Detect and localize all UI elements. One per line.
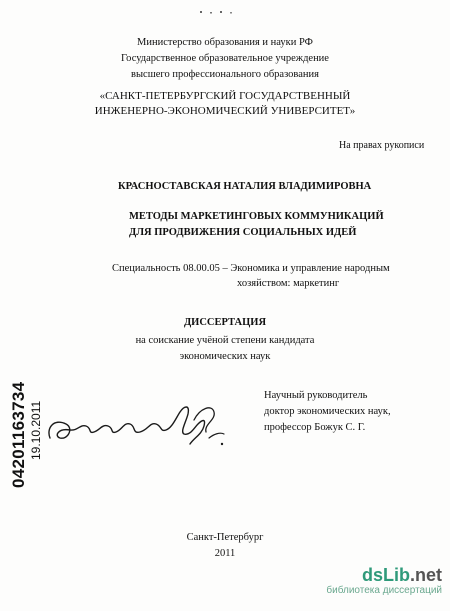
scan-dots bbox=[198, 8, 238, 18]
specialty-line-1: Специальность 08.00.05 – Экономика и управление народным bbox=[112, 263, 390, 274]
work-type-line-2: экономических наук bbox=[179, 351, 271, 362]
title-line-2: ДЛЯ ПРОДВИЖЕНИЯ СОЦИАЛЬНЫХ ИДЕЙ bbox=[129, 227, 357, 238]
work-type-line-1: на соискание учёной степени кандидата bbox=[135, 335, 315, 346]
watermark-subtitle: библиотека диссертаций bbox=[326, 585, 442, 596]
footer-year: 2011 bbox=[214, 548, 236, 559]
university-line-1: «САНКТ-ПЕТЕРБУРГСКИЙ ГОСУДАРСТВЕННЫЙ bbox=[99, 90, 351, 102]
handwritten-signature bbox=[44, 388, 234, 458]
institution-line-2: высшего профессионального образования bbox=[131, 69, 319, 80]
watermark-logo-main: dsLib bbox=[361, 565, 410, 585]
dslib-watermark bbox=[302, 565, 442, 603]
watermark-logo-tld: .net bbox=[409, 565, 442, 585]
manuscript-note: На правах рукописи bbox=[339, 140, 425, 151]
watermark-logo bbox=[302, 565, 442, 585]
institution-line-1: Государственное образовательное учреждение bbox=[121, 53, 329, 64]
archive-stamp-number: 04201163734 bbox=[9, 381, 28, 488]
footer-city: Санкт-Петербург bbox=[186, 532, 264, 543]
university-line-2: ИНЖЕНЕРНО-ЭКОНОМИЧЕСКИЙ УНИВЕРСИТЕТ» bbox=[94, 105, 356, 117]
specialty-line-2: хозяйством: маркетинг bbox=[237, 278, 340, 289]
supervisor-line-2: доктор экономических наук, bbox=[264, 406, 391, 417]
archive-stamp-date: 19.10.2011 bbox=[29, 400, 43, 460]
supervisor-line-3: профессор Божук С. Г. bbox=[264, 422, 366, 433]
author-name: КРАСНОСТАВСКАЯ НАТАЛИЯ ВЛАДИМИРОВНА bbox=[118, 181, 372, 192]
title-line-1: МЕТОДЫ МАРКЕТИНГОВЫХ КОММУНИКАЦИЙ bbox=[129, 211, 384, 222]
work-type-heading: ДИССЕРТАЦИЯ bbox=[183, 317, 267, 328]
supervisor-line-1: Научный руководитель bbox=[264, 390, 368, 401]
ministry-line: Министерство образования и науки РФ bbox=[137, 37, 313, 48]
